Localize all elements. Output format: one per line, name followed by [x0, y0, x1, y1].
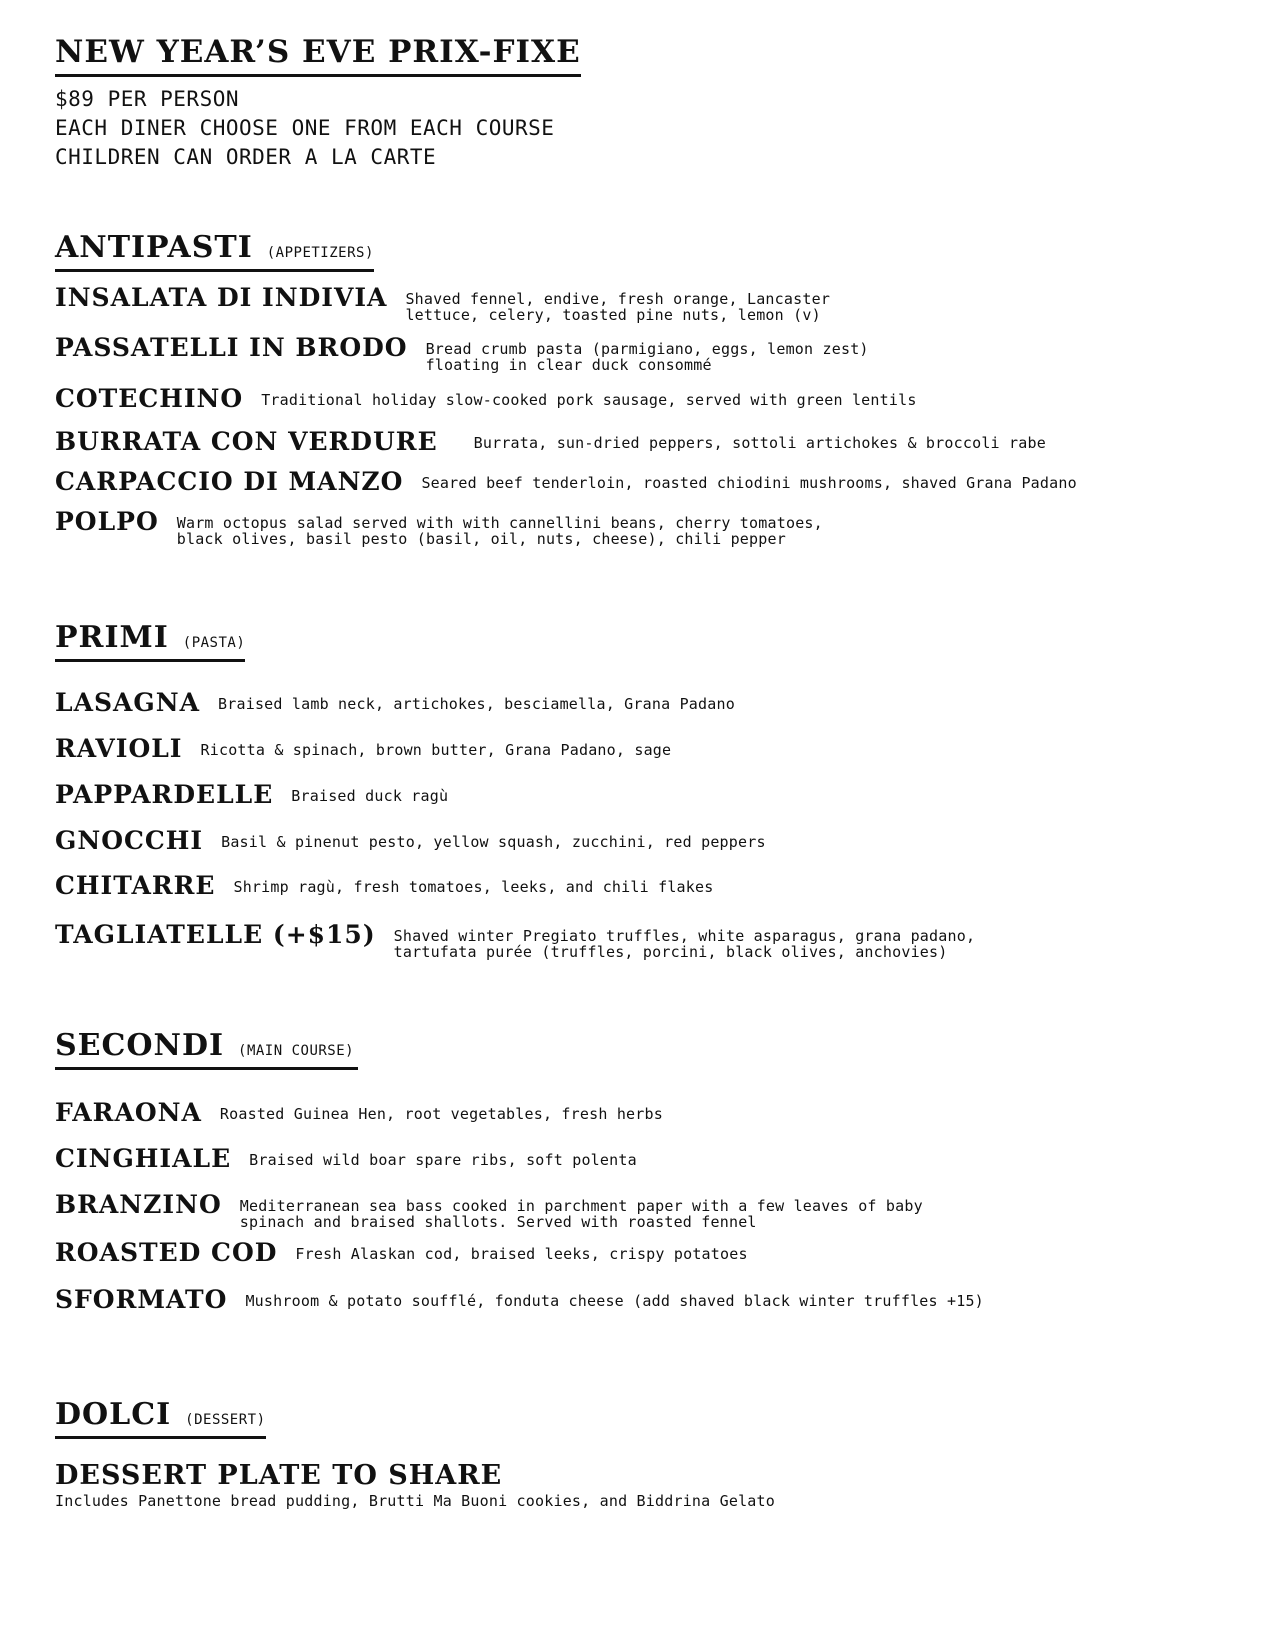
item-name: LASAGNA: [55, 688, 201, 717]
item-name: TAGLIATELLE (+$15): [55, 920, 376, 949]
item-name: BRANZINO: [55, 1190, 222, 1219]
item-name: CINGHIALE: [55, 1144, 232, 1173]
item-description: Braised lamb neck, artichokes, besciamella, Grana Padano: [218, 695, 735, 713]
antipasti-heading: [55, 230, 374, 272]
children-line: CHILDREN CAN ORDER A LA CARTE: [55, 145, 437, 169]
section-title: DOLCI: [55, 1397, 172, 1432]
item-name: DESSERT PLATE TO SHARE: [55, 1460, 503, 1491]
item-description: Ricotta & spinach, brown butter, Grana Padano, sage: [200, 741, 672, 759]
menu-item: [55, 467, 1077, 497]
item-description: Basil & pinenut pesto, yellow squash, zucchini, red peppers: [221, 833, 766, 851]
item-description: Warm octopus salad served with with cannellini beans, cherry tomatoes, black olives, basil pesto (basil, oil, nuts, cheese), chili pepper: [176, 514, 823, 548]
item-name: ROASTED COD: [55, 1238, 278, 1267]
menu-header: [55, 32, 581, 172]
item-name: BURRATA CON VERDURE: [55, 427, 438, 456]
section-subtitle: (APPETIZERS): [266, 245, 374, 261]
menu-item: [55, 507, 823, 547]
menu-item: [55, 427, 1046, 457]
item-name: SFORMATO: [55, 1285, 228, 1314]
menu-item: [55, 826, 766, 856]
section-subtitle: (DESSERT): [185, 1412, 266, 1428]
item-name: CARPACCIO DI MANZO: [55, 467, 404, 496]
menu-item: [55, 283, 830, 323]
item-name: RAVIOLI: [55, 734, 183, 763]
menu-item: [55, 871, 713, 901]
item-name: CHITARRE: [55, 871, 216, 900]
price-line: $89 PER PERSON: [55, 87, 240, 111]
item-description: Roasted Guinea Hen, root vegetables, fresh herbs: [219, 1105, 663, 1123]
section-subtitle: (PASTA): [182, 635, 246, 651]
item-description: Seared beef tenderloin, roasted chiodini mushrooms, shaved Grana Padano: [421, 474, 1077, 492]
item-description: Fresh Alaskan cod, braised leeks, crispy potatoes: [295, 1245, 748, 1263]
menu-item: [55, 734, 671, 764]
item-description: Traditional holiday slow-cooked pork sausage, served with green lentils: [261, 391, 917, 409]
section-title: PRIMI: [55, 620, 169, 655]
dessert-item: [55, 1460, 775, 1510]
menu-item: [55, 920, 975, 960]
secondi-heading: [55, 1028, 358, 1070]
item-description: Mushroom & potato soufflé, fonduta cheese (add shaved black winter truffles +15): [245, 1292, 984, 1310]
item-description: Burrata, sun-dried peppers, sottoli artichokes & broccoli rabe: [473, 434, 1046, 452]
section-subtitle: (MAIN COURSE): [238, 1043, 355, 1059]
course-rule-line: EACH DINER CHOOSE ONE FROM EACH COURSE: [55, 116, 555, 140]
menu-item: [55, 780, 448, 810]
item-name: FARAONA: [55, 1098, 202, 1127]
item-description: Includes Panettone bread pudding, Brutti Ma Buoni cookies, and Biddrina Gelato: [55, 1492, 775, 1510]
section-title: ANTIPASTI: [55, 230, 253, 265]
menu-item: [55, 688, 735, 718]
item-description: Shaved fennel, endive, fresh orange, Lancaster lettuce, celery, toasted pine nuts, lemon (v): [405, 290, 831, 324]
primi-heading: [55, 620, 245, 662]
item-name: PASSATELLI IN BRODO: [55, 333, 408, 362]
item-description: Braised wild boar spare ribs, soft polenta: [249, 1151, 637, 1169]
item-name: INSALATA DI INDIVIA: [55, 283, 388, 312]
dolci-heading: [55, 1397, 266, 1439]
menu-item: [55, 1098, 663, 1128]
menu-item: [55, 384, 917, 414]
section-title: SECONDI: [55, 1028, 225, 1063]
menu-item: [55, 1144, 637, 1174]
menu-title: NEW YEAR’S EVE PRIX-FIXE: [55, 32, 581, 77]
item-name: PAPPARDELLE: [55, 780, 274, 809]
item-name: POLPO: [55, 507, 159, 536]
item-description: Bread crumb pasta (parmigiano, eggs, lemon zest) floating in clear duck consommé: [425, 340, 869, 374]
menu-item: [55, 333, 869, 373]
menu-item: [55, 1190, 923, 1230]
menu-item: [55, 1285, 984, 1315]
item-name: GNOCCHI: [55, 826, 204, 855]
item-description: Shaved winter Pregiato truffles, white asparagus, grana padano, tartufata purée (truffles, porcini, black olives, anchovies): [393, 927, 976, 961]
item-name: COTECHINO: [55, 384, 244, 413]
menu-item: [55, 1238, 748, 1268]
item-description: Shrimp ragù, fresh tomatoes, leeks, and chili flakes: [233, 878, 714, 896]
item-description: Mediterranean sea bass cooked in parchment paper with a few leaves of baby spinach and braised shallots. Served with roasted fennel: [239, 1197, 923, 1231]
item-description: Braised duck ragù: [291, 787, 449, 805]
